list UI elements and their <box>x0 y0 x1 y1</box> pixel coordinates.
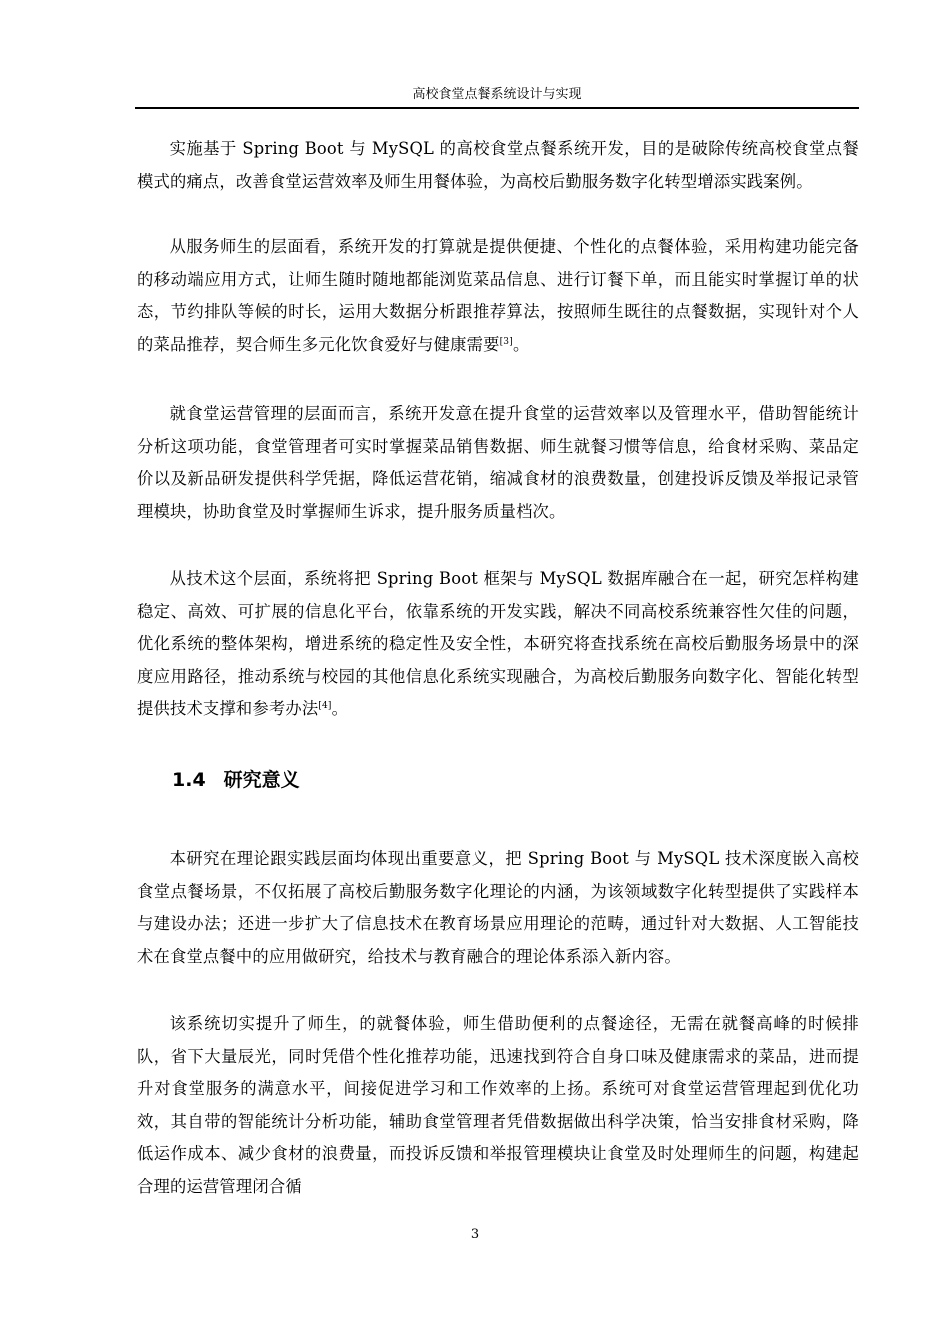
paragraph-4-text: 从技术这个层面，系统将把 Spring Boot 框架与 MySQL 数据库融合在一起，研究怎样构建稳定、高效、可扩展的信息化平台，依靠系统的开发实践，解决不同高校系统兼容性欠佳的问题，优化系统的整体架构，增进系统的稳定性及安全性，本研究将查找系统在高校后勤服务场景中的深度应用路径，推动系统与校园的其他信息化系统实现融合，为高校后勤服务向数字化、智能化转型提供技术支撑和参考办法 <box>137 569 859 718</box>
paragraph-1-text: 实施基于 Spring Boot 与 MySQL 的高校食堂点餐系统开发，目的是破除传统高校食堂点餐模式的痛点，改善食堂运营效率及师生用餐体验，为高校后勤服务数字化转型增添实践案例。 <box>137 139 859 191</box>
paragraph-5-text: 本研究在理论跟实践层面均体现出重要意义，把 Spring Boot 与 MySQL 技术深度嵌入高校食堂点餐场景，不仅拓展了高校后勤服务数字化理论的内涵，为该领域数字化转型提供了实践样本与建设办法；还进一步扩大了信息技术在教育场景应用理论的范畴，通过针对大数据、人工智能技术在食堂点餐中的应用做研究，给技术与教育融合的理论体系添入新内容。 <box>137 849 859 966</box>
section-heading <box>172 765 300 795</box>
section-title: 研究意义 <box>223 769 300 791</box>
paragraph-2-text: 从服务师生的层面看，系统开发的打算就是提供便捷、个性化的点餐体验，采用构建功能完备的移动端应用方式，让师生随时随地都能浏览菜品信息、进行订餐下单，而且能实时掌握订单的状态，节约排队等候的时长，运用大数据分析跟推荐算法，按照师生既往的点餐数据，实现针对个人的菜品推荐，契合师生多元化饮食爱好与健康需要 <box>137 237 859 354</box>
citation-4: [4] <box>318 701 332 711</box>
paragraph-4-tail: 。 <box>331 699 349 718</box>
paragraph-6 <box>137 1008 859 1203</box>
paragraph-2-tail: 。 <box>512 334 530 354</box>
paragraph-3 <box>137 398 859 528</box>
page-number: 3 <box>470 1227 480 1242</box>
section-number: 1.4 <box>172 769 206 791</box>
running-header: 高校食堂点餐系统设计与实现 <box>412 87 582 102</box>
paragraph-1 <box>137 133 859 198</box>
paragraph-2 <box>137 231 859 361</box>
paragraph-3-text: 就食堂运营管理的层面而言，系统开发意在提升食堂的运营效率以及管理水平，借助智能统计分析这项功能，食堂管理者可实时掌握菜品销售数据、师生就餐习惯等信息，给食材采购、菜品定价以及新品研发提供科学凭据，降低运营花销，缩减食材的浪费数量，创建投诉反馈及举报记录管理模块，协助食堂及时掌握师生诉求，提升服务质量档次。 <box>137 404 859 521</box>
header-rule <box>135 107 859 109</box>
paragraph-6-text: 该系统切实提升了师生，的就餐体验，师生借助便利的点餐途径，无需在就餐高峰的时候排队，省下大量辰光，同时凭借个性化推荐功能，迅速找到符合自身口味及健康需求的菜品，进而提升对食堂服务的满意水平，间接促进学习和工作效率的上扬。系统可对食堂运营管理起到优化功效，其自带的智能统计分析功能，辅助食堂管理者凭借数据做出科学决策，恰当安排食材采购，降低运作成本、减少食材的浪费量，而投诉反馈和举报管理模块让食堂及时处理师生的问题，构建起合理的运营管理闭合循 <box>137 1014 859 1196</box>
paragraph-4 <box>137 563 859 726</box>
paragraph-5 <box>137 843 859 973</box>
citation-3: [3] <box>499 336 513 347</box>
